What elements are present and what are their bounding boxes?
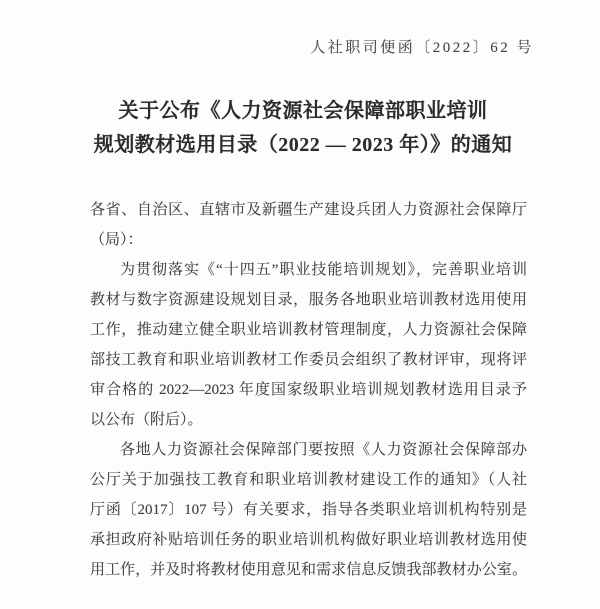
body-line: 用工作，并及时将教材使用意见和需求信息反馈我部教材办公室。 [90, 562, 527, 578]
document-number: 人社职司便函〔2022〕62 号 [310, 40, 534, 56]
document-title [84, 94, 522, 162]
salutation-line: 各省、自治区、直辖市及新疆生产建设兵团人力资源社会保障厅 [90, 202, 527, 218]
body-line: 工作，推动建立健全职业培训教材管理制度，人力资源社会保障 [90, 322, 527, 338]
body-line: 以公布（附后）。 [90, 412, 203, 428]
body-line: 厅函〔2017〕107 号）有关要求，指导各类职业培训机构特别是 [90, 502, 527, 518]
title-line-2: 规划教材选用目录（2022 — 2023 年）》的通知 [93, 134, 513, 156]
body-line: 教材与数字资源建设规划目录，服务各地职业培训教材选用使用 [90, 292, 527, 308]
body-line: 公厅关于加强技工教育和职业培训教材建设工作的通知》（人社 [90, 472, 527, 488]
body-line: 各地人力资源社会保障部门要按照《人力资源社会保障部办 [120, 442, 527, 458]
salutation-line: （局）： [90, 232, 143, 248]
title-line-1: 关于公布《人力资源社会保障部职业培训 [118, 100, 488, 122]
body-line: 审合格的 2022—2023 年度国家级职业培训规划教材选用目录予 [90, 382, 527, 398]
document-body [90, 195, 527, 585]
body-line: 部技工教育和职业培训教材工作委员会组织了教材评审，现将评 [90, 352, 527, 368]
body-line: 承担政府补贴培训任务的职业培训机构做好职业培训教材选用使 [90, 532, 527, 548]
body-line: 为贯彻落实《“十四五”职业技能培训规划》，完善职业培训 [120, 262, 527, 278]
